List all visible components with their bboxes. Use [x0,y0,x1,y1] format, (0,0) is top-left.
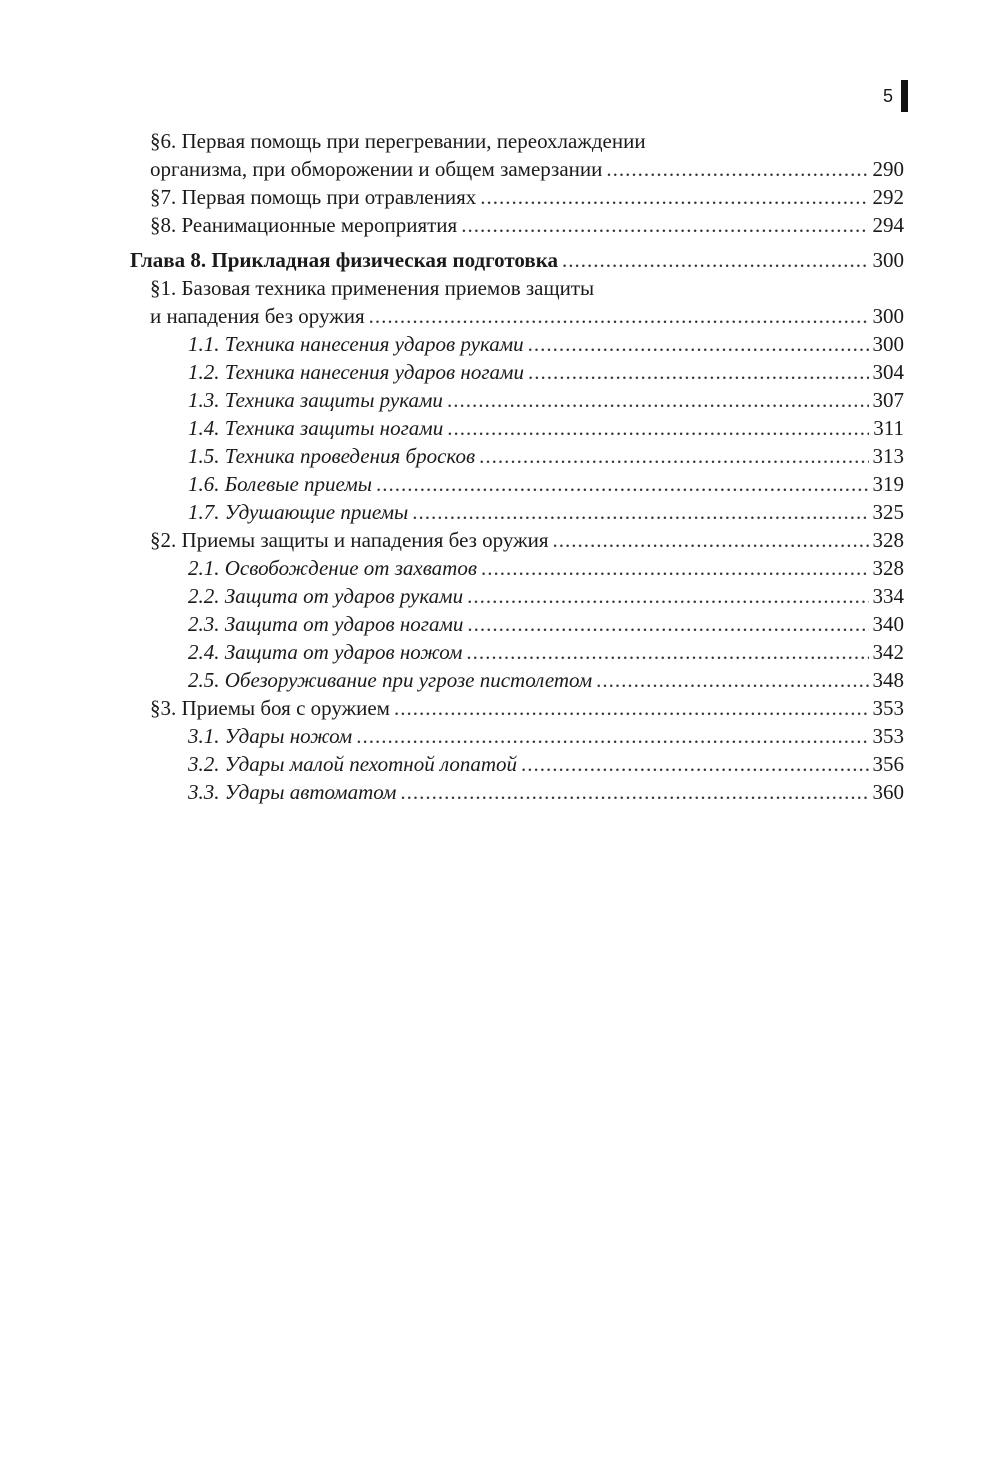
toc-page-number: 348 [872,668,904,692]
toc-subentry-3-1[interactable] [130,722,904,750]
dot-leader [467,610,868,638]
toc-entry-title: §8. Реанимационные мероприятия [150,213,458,237]
toc-page-number: 328 [872,528,904,552]
toc-page-number: 360 [872,780,904,804]
dot-leader [467,582,868,610]
toc-subentry-1-6[interactable] [130,470,904,498]
toc-page-number: 311 [873,416,904,440]
dot-leader [376,470,869,498]
toc-subentry-3-3[interactable] [130,778,904,806]
toc-page-number: 340 [872,612,904,636]
toc-subentry-1-3[interactable] [130,386,904,414]
toc-subentry-title: 1.2. Техника нанесения ударов ногами [188,360,524,384]
toc-subentry-title: 2.3. Защита от ударов ногами [188,612,464,636]
toc-page-number: 300 [872,332,904,356]
dot-leader [400,778,868,806]
toc-subentry-title: 2.2. Защита от ударов руками [188,584,464,608]
toc-chapter-title: Глава 8. Прикладная физическая подготовка [130,248,558,272]
page-marker-bar [901,80,908,112]
dot-leader [394,694,869,722]
dot-leader [412,498,868,526]
toc-subentry-3-2[interactable] [130,750,904,778]
toc-page-number: 290 [872,157,904,181]
dot-leader [447,414,869,442]
toc-page-number: 353 [872,696,904,720]
toc-subentry-1-5[interactable] [130,442,904,470]
table-of-contents [130,127,904,806]
toc-subentry-2-4[interactable] [130,638,904,666]
toc-subentry-2-3[interactable] [130,610,904,638]
toc-subentry-title: 1.4. Техника защиты ногами [188,416,444,440]
toc-page-number: 300 [872,304,904,328]
toc-page-number: 292 [872,185,904,209]
toc-page-number: 319 [872,472,904,496]
toc-subentry-title: 3.3. Удары автоматом [188,780,397,804]
dot-leader [479,442,868,470]
toc-subentry-title: 1.6. Болевые приемы [188,472,372,496]
toc-subentry-title: 3.1. Удары ножом [188,724,353,748]
page-header [883,80,908,112]
toc-entry-title: §2. Приемы защиты и нападения без оружия [150,528,549,552]
toc-entry-title: организма, при обморожении и общем замерзании [150,157,603,181]
toc-entry-title: §7. Первая помощь при отравлениях [150,185,477,209]
toc-entry-p2[interactable] [130,526,904,554]
toc-subentry-title: 2.4. Защита от ударов ножом [188,640,463,664]
toc-subentry-title: 2.1. Освобождение от захватов [188,556,477,580]
dot-leader [369,302,869,330]
toc-page-number: 313 [872,444,904,468]
dot-leader [481,554,869,582]
dot-leader [596,666,868,694]
dot-leader [466,638,868,666]
toc-entry-s6[interactable] [130,155,904,183]
toc-subentry-1-2[interactable] [130,358,904,386]
toc-entry-s6-line1[interactable] [130,127,904,155]
dot-leader [562,246,869,274]
toc-chapter-8[interactable] [130,246,904,274]
toc-entry-s8[interactable] [130,211,904,239]
toc-subentry-2-2[interactable] [130,582,904,610]
toc-page-number: 307 [872,388,904,412]
dot-leader [480,183,868,211]
toc-subentry-title: 3.2. Удары малой пехотной лопатой [188,752,518,776]
toc-entry-title: §6. Первая помощь при перегревании, переохлаждении [150,129,646,153]
dot-leader [528,358,869,386]
toc-entry-title: §1. Базовая техника применения приемов защиты [150,276,595,300]
toc-subentry-1-4[interactable] [130,414,904,442]
toc-page-number: 334 [872,584,904,608]
toc-page-number: 328 [872,556,904,580]
dot-leader [447,386,869,414]
dot-leader [528,330,869,358]
dot-leader [553,526,869,554]
toc-page-number: 353 [872,724,904,748]
toc-subentry-title: 2.5. Обезоруживание при угрозе пистолетом [188,668,593,692]
toc-subentry-2-5[interactable] [130,666,904,694]
toc-subentry-title: 1.7. Удушающие приемы [188,500,409,524]
dot-leader [356,722,868,750]
toc-entry-s7[interactable] [130,183,904,211]
toc-entry-p3[interactable] [130,694,904,722]
toc-entry-p1-line1[interactable] [130,274,904,302]
toc-subentry-title: 1.5. Техника проведения бросков [188,444,476,468]
dot-leader [521,750,868,778]
toc-entry-title: §3. Приемы боя с оружием [150,696,390,720]
dot-leader [461,211,868,239]
toc-subentry-1-1[interactable] [130,330,904,358]
page-number: 5 [882,86,893,106]
toc-subentry-2-1[interactable] [130,554,904,582]
toc-page-number: 294 [872,213,904,237]
toc-subentry-title: 1.3. Техника защиты руками [188,388,443,412]
toc-subentry-title: 1.1. Техника нанесения ударов руками [188,332,524,356]
toc-page-number: 356 [872,752,904,776]
dot-leader [606,155,868,183]
toc-page-number: 342 [872,640,904,664]
toc-page-number: 300 [872,248,904,272]
toc-entry-p1[interactable] [130,302,904,330]
toc-subentry-1-7[interactable] [130,498,904,526]
toc-page-number: 304 [872,360,904,384]
toc-entry-title: и нападения без оружия [150,304,365,328]
toc-page-number: 325 [872,500,904,524]
